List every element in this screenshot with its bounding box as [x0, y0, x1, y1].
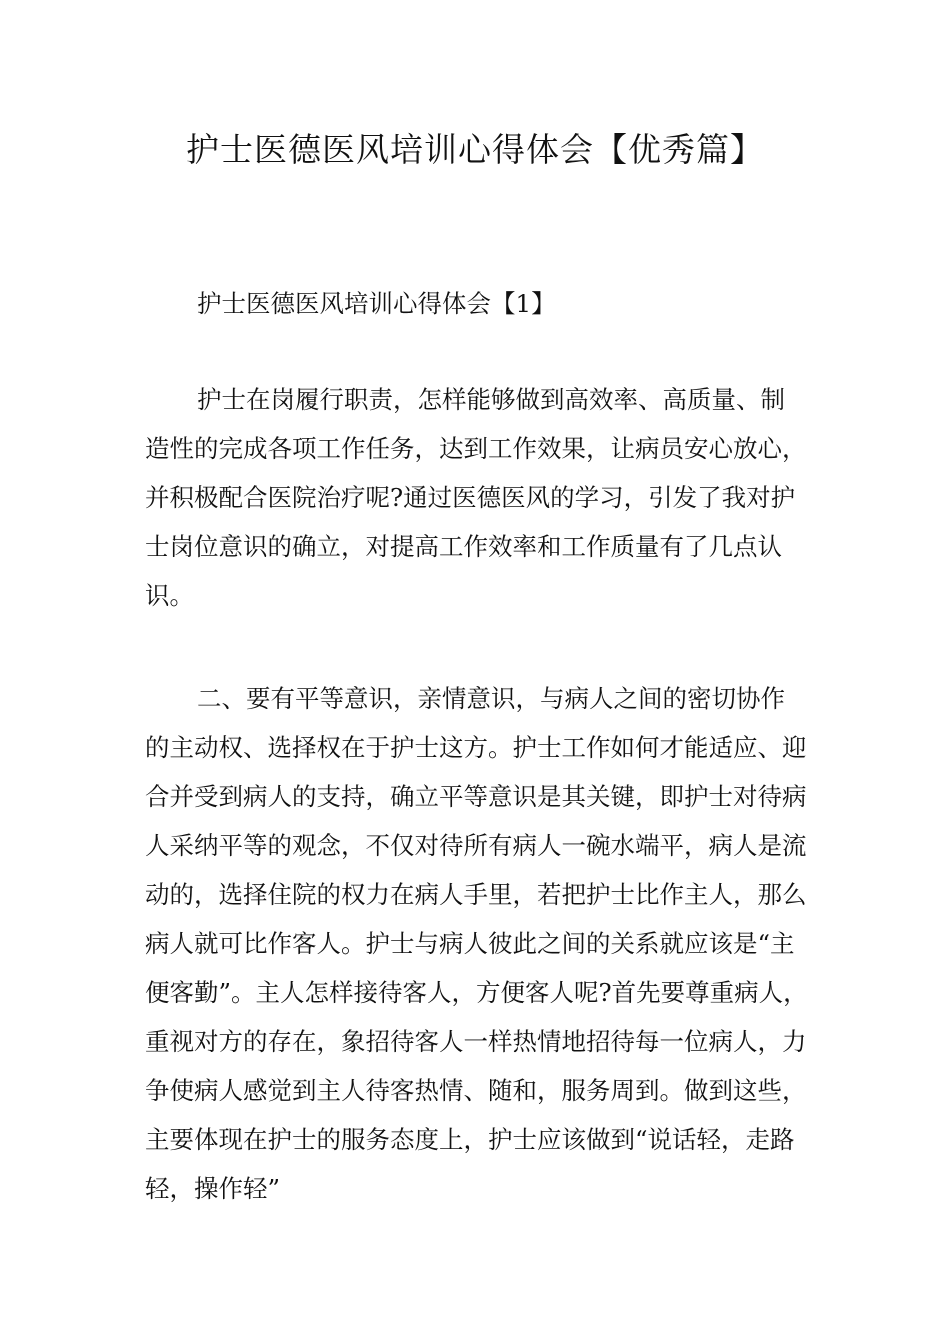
paragraph-2: 二、要有平等意识，亲情意识，与病人之间的密切协作的主动权、选择权在于护士这方。护士工作如何才能适应、迎合并受到病人的支持，确立平等意识是其关键，即护士对待病人采纳平等的观念，不仅对待所有病人一碗水端平，病人是流动的，选择住院的权力在病人手里，若把护士比作主人，那么病人就可比作客人。护士与病人彼此之间的关系就应该是“主便客勤”。主人怎样接待客人，方便客人呢?首先要尊重病人，重视对方的存在，象招待客人一样热情地招待每一位病人，力争使病人感觉到主人待客热情、随和，服务周到。做到这些，主要体现在护士的服务态度上，护士应该做到“说话轻，走路轻，操作轻” — [145, 684, 808, 1203]
section-heading: 护士医德医风培训心得体会【1】 — [197, 289, 556, 318]
document-title: 护士医德医风培训心得体会【优秀篇】 — [186, 130, 764, 169]
paragraph-1: 护士在岗履行职责，怎样能够做到高效率、高质量、制造性的完成各项工作任务，达到工作效果，让病员安心放心，并积极配合医院治疗呢?通过医德医风的学习，引发了我对护士岗位意识的确立，对提高工作效率和工作质量有了几点认识。 — [145, 385, 807, 610]
